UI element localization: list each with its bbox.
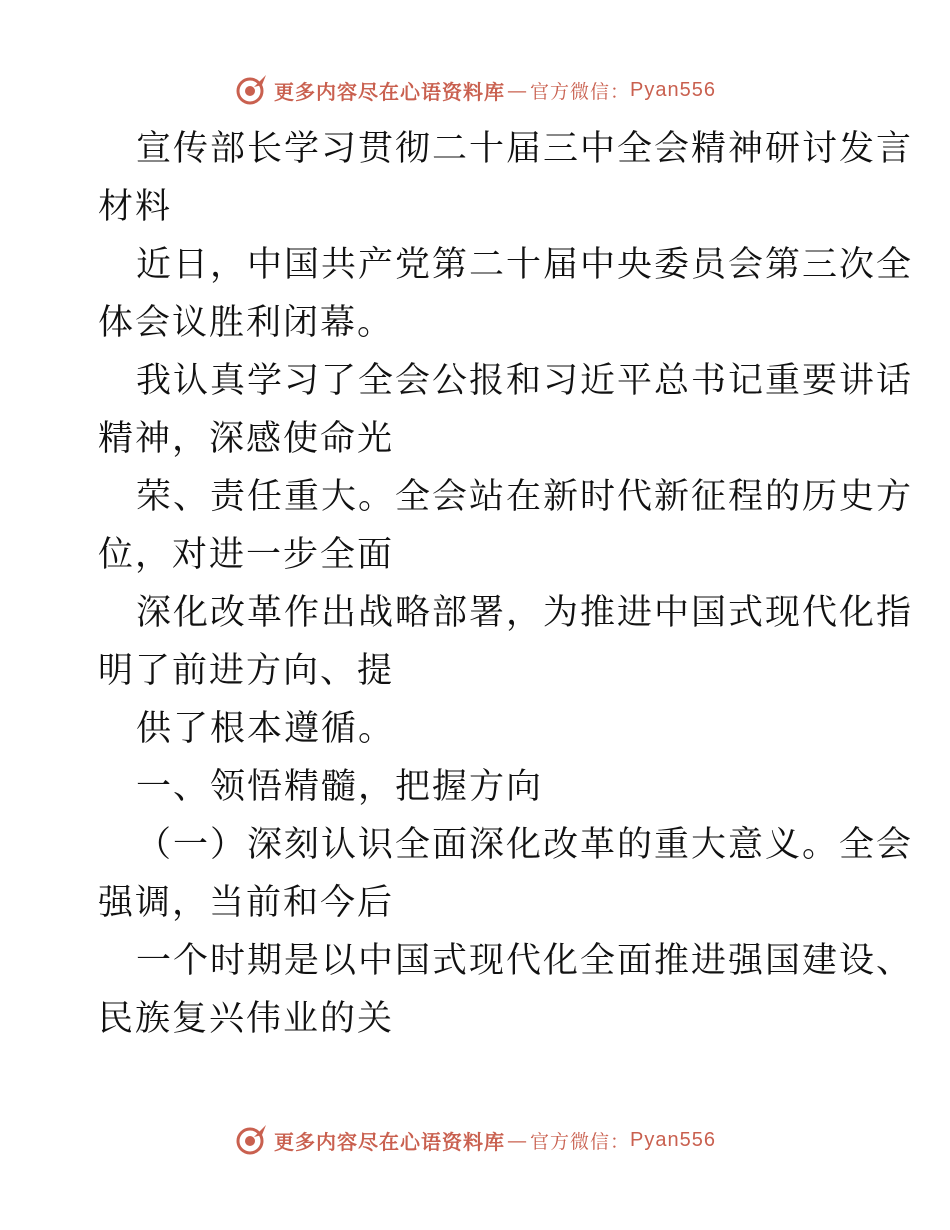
document-body (98, 120, 914, 1048)
text-line: 材料 (98, 187, 173, 227)
watermark-dash: — (507, 1128, 528, 1152)
watermark-brand: 更多内容尽在心语资料库 (274, 1129, 505, 1154)
text-line: 强调，当前和今后 (98, 883, 395, 923)
text-line: 供了根本遵循。 (136, 709, 396, 749)
text-line: 一、领悟精髓，把握方向 (136, 767, 544, 807)
text-line: 体会议胜利闭幕。 (98, 303, 395, 343)
text-line: 一个时期是以中国式现代化全面推进强国建设、 (136, 941, 914, 981)
watermark-brand: 更多内容尽在心语资料库 (274, 79, 505, 104)
watermark-label: 官方微信： (530, 1130, 631, 1153)
text-line: 近日，中国共产党第二十届中央委员会第三次全 (136, 245, 914, 285)
watermark-dash: — (507, 78, 528, 102)
text-line: 位，对进一步全面 (98, 535, 395, 575)
text-line: 我认真学习了全会公报和习近平总书记重要讲话 (136, 361, 914, 401)
text-line: （一）深刻认识全面深化改革的重大意义。全会 (136, 825, 914, 865)
watermark-label: 官方微信： (530, 80, 631, 103)
text-line: 明了前进方向、提 (98, 651, 395, 691)
text-line: 宣传部长学习贯彻二十届三中全会精神研讨发言 (136, 129, 914, 169)
footer-watermark (0, 1120, 950, 1160)
quill-logo-icon (234, 73, 268, 107)
text-line: 深化改革作出战略部署，为推进中国式现代化指 (136, 593, 914, 633)
text-line: 精神，深感使命光 (98, 419, 395, 459)
header-watermark (0, 70, 950, 110)
watermark-id: Pyan556 (630, 78, 716, 101)
watermark-id: Pyan556 (630, 1128, 716, 1151)
text-line: 荣、责任重大。全会站在新时代新征程的历史方 (136, 477, 914, 517)
text-line: 民族复兴伟业的关 (98, 999, 395, 1039)
quill-logo-icon (234, 1123, 268, 1157)
